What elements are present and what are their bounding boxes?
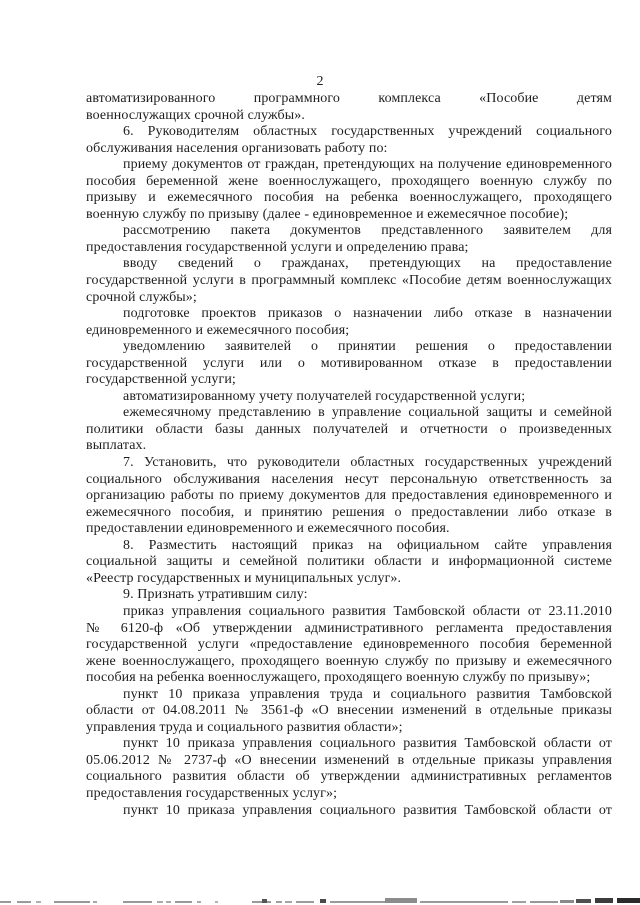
paragraph <box>86 157 612 223</box>
text-line: организацию работы по приему документов для предоставления единовременного и <box>86 488 612 504</box>
text-line: ежемесячного пособия, и принятию решения о предоставлении либо отказе в <box>86 504 612 520</box>
text-line: 9. Признать утратившим силу: <box>123 587 308 603</box>
text-line: автоматизированного программного комплекса «Пособие детям <box>86 91 612 106</box>
scan-artifact-segment <box>530 901 558 903</box>
text-line: пособия беременной жене военнослужащего, проходящего военную службу по <box>86 173 612 189</box>
paragraph <box>86 455 612 538</box>
scan-artifact-segment <box>157 901 163 903</box>
text-line: предоставлении единовременного и ежемесячного пособия. <box>86 521 450 537</box>
text-line: приему документов от граждан, претендующих на получение единовременного <box>123 157 612 173</box>
scan-artifact-segment <box>560 900 574 903</box>
text-line: подготовке проектов приказов о назначении либо отказе в назначении <box>123 306 612 322</box>
scan-artifact-segment <box>385 898 417 903</box>
scan-artifact-segment <box>576 899 591 903</box>
text-line: приказ управления социального развития Тамбовской области от 23.11.2010 <box>123 603 612 619</box>
paragraph <box>86 256 612 306</box>
scan-artifact-segment <box>252 901 271 903</box>
scan-artifact-segment <box>93 901 97 903</box>
paragraph <box>86 389 612 406</box>
text-line: уведомлению заявителей о принятии решения о предоставлении <box>123 339 612 355</box>
paragraph <box>86 306 612 339</box>
text-line: выплатах. <box>86 438 147 454</box>
text-line: ежемесячному представлению в управление социальной защиты и семейной <box>123 405 612 421</box>
text-line: № 6120-ф «Об утверждении административного регламента предоставления <box>86 620 612 636</box>
text-block <box>86 91 612 819</box>
text-line: предоставления государственных услуг»; <box>86 785 338 801</box>
text-line: государственной услуги «предоставление единовременного пособия беременной <box>86 637 612 653</box>
paragraph <box>86 803 612 820</box>
paragraph <box>86 223 612 256</box>
scan-artifact-segment <box>166 901 171 903</box>
text-line: социального обслуживания населения несут персональную ответственность за <box>86 471 612 487</box>
text-line: 8. Разместить настоящий приказ на официальном сайте управления <box>123 537 612 553</box>
paragraph <box>86 339 612 389</box>
text-line: 05.06.2012 № 2737-ф «О внесении изменений в отдельные приказы управления <box>86 752 612 768</box>
scan-artifact-segment <box>0 901 11 903</box>
paragraph <box>86 124 612 157</box>
scan-artifact-segment <box>296 901 314 903</box>
text-line: политики области базы данных получателей и отчетности о произведенных <box>86 421 612 437</box>
text-line: призыву и ежемесячного пособия на ребенка военнослужащего, проходящего <box>86 190 612 206</box>
text-line: управления труда и социального развития области»; <box>86 719 403 735</box>
text-line: пункт 10 приказа управления труда и социального развития Тамбовской <box>123 686 612 702</box>
scan-artifact-segment <box>330 901 385 903</box>
scan-artifact-segment <box>420 901 508 903</box>
scan-artifact-segment <box>36 901 41 903</box>
text-line: рассмотрению пакета документов представленного заявителем для <box>123 223 612 239</box>
scan-artifact-segment <box>215 901 218 903</box>
text-line: «Реестр государственных и муниципальных услуг». <box>86 570 402 586</box>
text-line: государственной услуги; <box>86 372 236 388</box>
scan-artifact-segment <box>262 899 267 903</box>
paragraph <box>86 687 612 737</box>
text-line: предоставления государственной услуги и определению права; <box>86 239 469 255</box>
text-line: области от 04.08.2011 № 3561-ф «О внесении изменений в отдельные приказы <box>86 703 612 719</box>
text-line: обслуживания населения организовать работу по: <box>86 140 388 156</box>
scan-artifact-segment <box>595 898 613 903</box>
text-line: пункт 10 приказа управления социального развития Тамбовской области от <box>123 802 612 818</box>
text-line: военнослужащих срочной службы». <box>86 107 305 123</box>
scan-artifact-segment <box>54 901 90 903</box>
page-number: 2 <box>316 74 324 89</box>
text-line: вводу сведений о гражданах, претендующих на предоставление <box>123 256 612 272</box>
text-line: государственной услуги или о мотивированном отказе в предоставлении <box>86 355 612 371</box>
scan-artifact-segment <box>285 901 292 903</box>
paragraph <box>86 604 612 687</box>
text-line: жене военнослужащего, проходящего военную службу по призыву и ежемесячного <box>86 653 612 669</box>
scan-artifact-segment <box>17 901 31 903</box>
text-line: государственной услуги в программный комплекс «Пособие детям военнослужащих <box>86 273 612 289</box>
scan-artifact-segment <box>175 901 192 903</box>
scan-artifact-segment <box>276 901 282 903</box>
text-line: пункт 10 приказа управления социального развития Тамбовской области от <box>123 736 612 752</box>
paragraph <box>86 587 612 604</box>
text-line: пособия на ребенка военнослужащего, проходящего военную службу по призыву»; <box>86 670 591 686</box>
scan-artifact-segment <box>512 901 526 903</box>
paragraph <box>86 538 612 588</box>
paragraph <box>86 405 612 455</box>
paragraph <box>86 91 612 124</box>
scan-artifact-segment <box>197 901 201 903</box>
paragraph <box>86 736 612 802</box>
scan-artifact-segment <box>123 901 152 903</box>
text-line: автоматизированному учету получателей государственной услуги; <box>123 388 526 404</box>
scan-artifact-segment <box>617 898 640 903</box>
text-line: единовременного и ежемесячного пособия; <box>86 322 350 338</box>
text-line: социального развития области об утверждении административных регламентов <box>86 769 612 785</box>
text-line: 6. Руководителям областных государственных учреждений социального <box>123 124 612 140</box>
scan-artifact-segment <box>320 899 326 903</box>
text-line: 7. Установить, что руководители областных государственных учреждений <box>123 455 612 471</box>
text-line: военную службу по призыву (далее - единовременное и ежемесячное пособие); <box>86 206 569 222</box>
text-line: срочной службы»; <box>86 289 197 305</box>
text-line: социальной защиты и семейной политики области и информационной системе <box>86 554 612 570</box>
